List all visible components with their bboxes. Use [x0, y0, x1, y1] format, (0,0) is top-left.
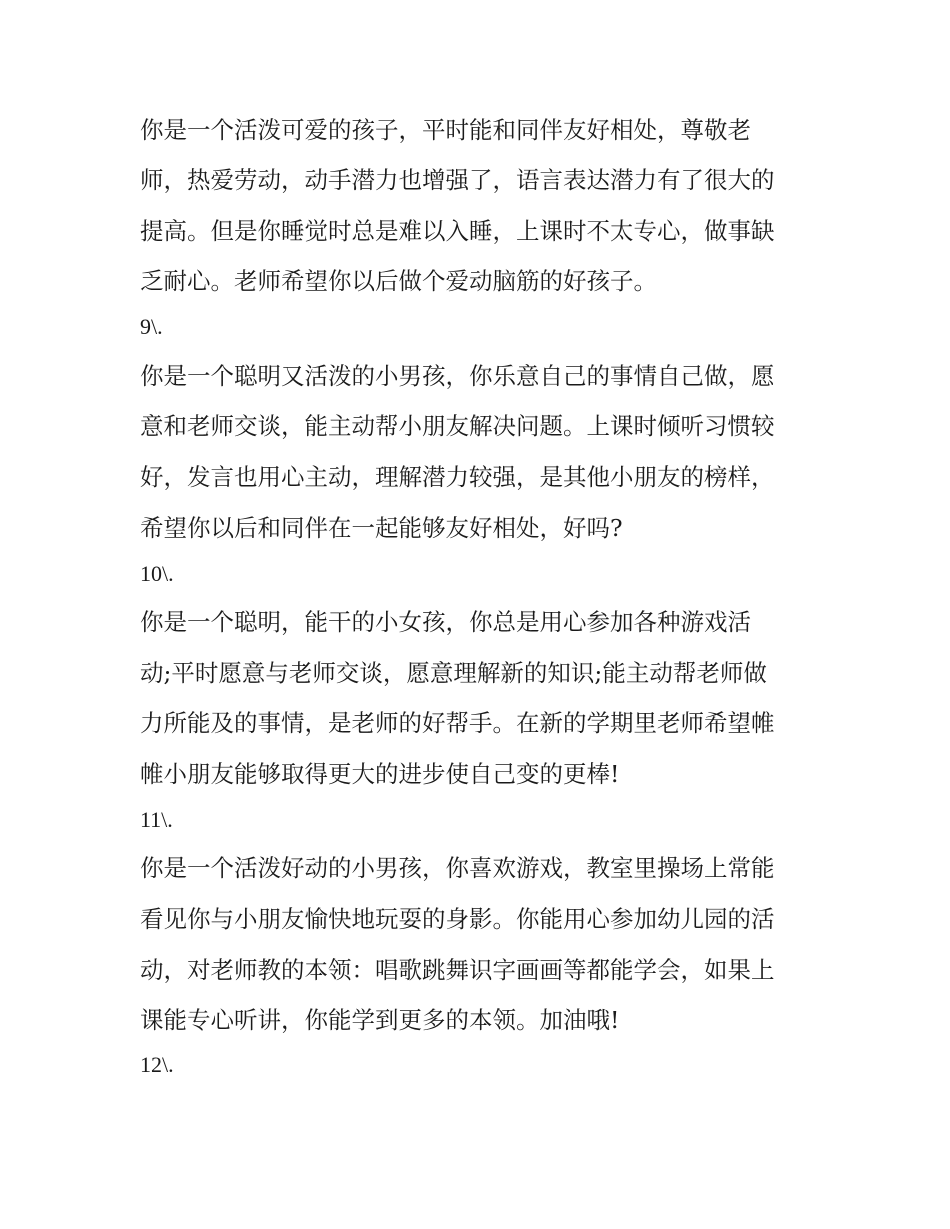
paragraph-1-line-2: 师，热爱劳动，动手潜力也增强了，语言表达潜力有了很大的: [140, 166, 775, 194]
item-number-11: 11\.: [140, 807, 173, 832]
paragraph-4-line-1: 你是一个活泼好动的小男孩，你喜欢游戏，教室里操场上常能: [140, 854, 775, 882]
item-number-9: 9\.: [140, 314, 163, 339]
paragraph-2-line-1: 你是一个聪明又活泼的小男孩，你乐意自己的事情自己做，愿: [140, 362, 775, 390]
item-number-10: 10\.: [140, 561, 174, 586]
paragraph-2-line-4: 希望你以后和同伴在一起能够友好相处，好吗?: [140, 514, 623, 542]
paragraph-1-line-1: 你是一个活泼可爱的孩子，平时能和同伴友好相处，尊敬老: [140, 116, 751, 144]
paragraph-3-line-2: 动;平时愿意与老师交谈，愿意理解新的知识;能主动帮老师做: [140, 659, 767, 687]
paragraph-1-line-4: 乏耐心。老师希望你以后做个爱动脑筋的好孩子。: [140, 267, 657, 295]
paragraph-3-line-1: 你是一个聪明，能干的小女孩，你总是用心参加各种游戏活: [140, 608, 751, 636]
paragraph-3-line-3: 力所能及的事情，是老师的好帮手。在新的学期里老师希望帷: [140, 709, 775, 737]
paragraph-2-line-3: 好，发言也用心主动，理解潜力较强，是其他小朋友的榜样，: [140, 463, 775, 491]
paragraph-4-line-4: 课能专心听讲，你能学到更多的本领。加油哦!: [140, 1006, 620, 1034]
paragraph-4-line-2: 看见你与小朋友愉快地玩耍的身影。你能用心参加幼儿园的活: [140, 905, 775, 933]
paragraph-4-line-3: 动，对老师教的本领：唱歌跳舞识字画画等都能学会，如果上: [140, 956, 775, 984]
item-number-12: 12\.: [140, 1052, 174, 1077]
paragraph-2-line-2: 意和老师交谈，能主动帮小朋友解决问题。上课时倾听习惯较: [140, 412, 775, 440]
paragraph-1-line-3: 提高。但是你睡觉时总是难以入睡，上课时不太专心，做事缺: [140, 217, 775, 245]
paragraph-3-line-4: 帷小朋友能够取得更大的进步使自己变的更棒!: [140, 760, 620, 788]
